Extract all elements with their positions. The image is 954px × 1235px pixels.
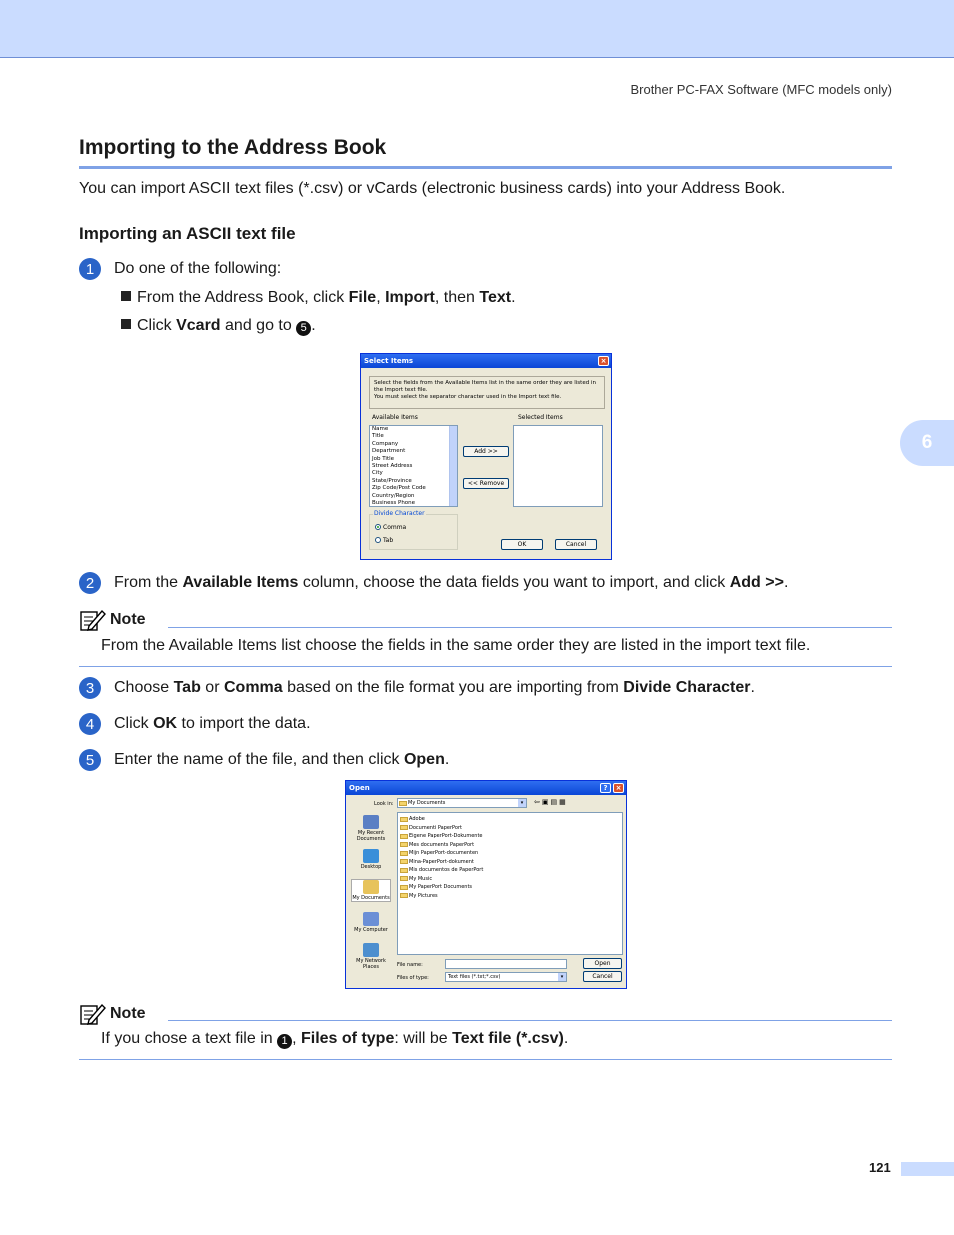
list-item[interactable]: Name: [372, 426, 389, 432]
available-items-label: Available Items: [372, 414, 418, 421]
open-button[interactable]: Open: [583, 958, 622, 969]
bullet-vcard: Click Vcard and go to 5 .: [121, 317, 316, 336]
list-item[interactable]: My PaperPort Documents: [400, 883, 620, 892]
square-bullet-icon: [121, 291, 131, 301]
note-2-heading: Note: [80, 1003, 146, 1025]
note-2-text: If you chose a text file in 1 , Files of type: will be Text file (*.csv).: [101, 1030, 569, 1047]
files-of-type-dropdown[interactable]: Text files (*.txt;*.csv) ▾: [445, 972, 567, 982]
list-item[interactable]: My Music: [400, 875, 620, 884]
place-icon: [363, 943, 379, 957]
divide-character-label: Divide Character: [374, 510, 425, 517]
step-1: [79, 258, 281, 280]
page-number-bar: [901, 1162, 954, 1176]
page-number: 121: [869, 1160, 891, 1175]
divide-character-group: [369, 510, 458, 550]
step-2: [79, 572, 788, 594]
places-item[interactable]: My Network Places: [351, 943, 391, 970]
tab-radio[interactable]: Tab: [375, 537, 393, 544]
file-list[interactable]: [397, 812, 623, 955]
comma-radio[interactable]: Comma: [375, 524, 406, 531]
list-item[interactable]: Eigene PaperPort-Dokumente: [400, 832, 620, 841]
folder-icon: [400, 851, 408, 856]
views-icon[interactable]: ▦: [559, 798, 568, 806]
open-dialog: [345, 780, 627, 989]
places-item[interactable]: My Recent Documents: [351, 815, 391, 842]
folder-icon: [400, 842, 408, 847]
folder-icon: [400, 885, 408, 890]
scrollbar[interactable]: [449, 426, 457, 506]
folder-icon: [400, 893, 408, 898]
chevron-down-icon[interactable]: ▾: [518, 799, 526, 807]
list-item[interactable]: Mina-PaperPort-dokument: [400, 858, 620, 867]
selected-items-list[interactable]: [513, 425, 603, 507]
page-title: Importing to the Address Book: [79, 136, 387, 159]
top-band: [0, 0, 954, 58]
list-item[interactable]: Adobe: [400, 815, 620, 824]
list-item[interactable]: City: [372, 470, 383, 477]
step-ref-badge: 1: [277, 1034, 292, 1049]
step-5: [79, 749, 449, 771]
intro-paragraph: You can import ASCII text files (*.csv) or vCards (electronic business cards) into your Address Book.: [79, 180, 786, 197]
radio-selected-icon: [375, 524, 381, 530]
files-of-type-label: Files of type:: [397, 975, 429, 981]
square-bullet-icon: [121, 319, 131, 329]
remove-button[interactable]: << Remove: [463, 478, 509, 489]
note-1-heading: Note: [80, 609, 146, 631]
ok-button[interactable]: OK: [501, 539, 543, 550]
step-number: 2: [79, 572, 101, 594]
step-text: Click OK to import the data.: [114, 715, 311, 732]
places-bar: [346, 811, 396, 983]
folder-icon: [400, 876, 408, 881]
note-2-bottom-rule: [79, 1059, 892, 1060]
folder-icon: [400, 868, 408, 873]
select-items-dialog: [360, 353, 612, 560]
dialog-title: Select Items: [364, 357, 414, 365]
place-icon: [363, 912, 379, 926]
dialog-titlebar: [346, 781, 626, 795]
close-icon[interactable]: ×: [613, 783, 624, 793]
note-1-text: From the Available Items list choose the fields in the same order they are listed in the import text file.: [101, 637, 811, 654]
radio-icon: [375, 537, 381, 543]
file-name-input[interactable]: [445, 959, 567, 969]
bullet-file-import-text: From the Address Book, click File, Import, then Text.: [121, 289, 516, 307]
file-name-label: File name:: [397, 962, 423, 968]
step-number: 5: [79, 749, 101, 771]
list-item[interactable]: Zip Code/Post Code: [372, 485, 426, 492]
toolbar-icons[interactable]: [534, 798, 568, 806]
back-icon[interactable]: ⇦: [534, 798, 542, 806]
list-item[interactable]: State/Province: [372, 477, 412, 484]
step-number: 4: [79, 713, 101, 735]
places-item[interactable]: Desktop: [351, 849, 391, 870]
list-item[interactable]: Title: [372, 433, 384, 440]
dialog-title: Open: [349, 784, 370, 792]
list-item[interactable]: Country/Region: [372, 492, 415, 499]
step-3: [79, 677, 755, 699]
instructions-box: Select the fields from the Available Items list in the same order they are listed in the Import text file. You must select the separator character used in the Import text file.: [369, 376, 605, 409]
note-pencil-icon: [80, 609, 106, 631]
places-item[interactable]: My Documents: [351, 879, 391, 902]
list-item[interactable]: Business Phone: [372, 500, 416, 507]
help-icon[interactable]: ?: [600, 783, 611, 793]
new-folder-icon[interactable]: ▤: [550, 798, 560, 806]
list-item[interactable]: My Pictures: [400, 892, 620, 901]
selected-items-label: Selected Items: [518, 414, 563, 421]
look-in-label: Look in:: [374, 801, 394, 807]
available-items-list[interactable]: [369, 425, 458, 507]
step-ref-badge: 5: [296, 321, 311, 336]
place-icon: [363, 849, 379, 863]
step-text: From the Available Items column, choose the data fields you want to import, and click Add >>.: [114, 574, 789, 591]
place-icon: [363, 815, 379, 829]
step-text: Do one of the following:: [114, 260, 282, 277]
list-item[interactable]: Job Title: [372, 455, 395, 462]
list-item[interactable]: Mijn PaperPort-documenten: [400, 849, 620, 858]
step-text: Enter the name of the file, and then click Open.: [114, 751, 450, 768]
folder-icon: [400, 834, 408, 839]
note-pencil-icon: [80, 1003, 106, 1025]
place-icon: [363, 880, 379, 894]
look-in-dropdown[interactable]: My Documents ▾: [397, 798, 527, 808]
title-rule: [79, 166, 892, 169]
running-header: Brother PC-FAX Software (MFC models only): [630, 82, 892, 97]
add-button[interactable]: Add >>: [463, 446, 509, 457]
list-item[interactable]: Documenti PaperPort: [400, 824, 620, 833]
chevron-down-icon[interactable]: ▾: [558, 973, 566, 981]
step-number: 1: [79, 258, 101, 280]
up-folder-icon[interactable]: ▣: [541, 798, 551, 806]
folder-icon: [399, 801, 407, 806]
close-icon[interactable]: ×: [598, 356, 609, 366]
folder-icon: [400, 859, 408, 864]
folder-icon: [400, 825, 408, 830]
list-item[interactable]: Department: [372, 448, 406, 455]
step-text: Choose Tab or Comma based on the file format you are importing from Divide Character.: [114, 679, 755, 696]
folder-icon: [400, 817, 408, 822]
section-subtitle: Importing an ASCII text file: [79, 224, 296, 243]
list-item[interactable]: Mis documentos de PaperPort: [400, 866, 620, 875]
places-item[interactable]: My Computer: [351, 912, 391, 933]
dialog-titlebar: [361, 354, 611, 368]
chapter-tab: 6: [900, 420, 954, 466]
list-item[interactable]: Company: [372, 440, 399, 447]
list-item[interactable]: Street Address: [372, 463, 413, 470]
note-2-rule: [168, 1020, 892, 1021]
list-item[interactable]: Mes documents PaperPort: [400, 841, 620, 850]
note-1-bottom-rule: [79, 666, 892, 667]
cancel-button[interactable]: Cancel: [583, 971, 622, 982]
step-number: 3: [79, 677, 101, 699]
step-4: [79, 713, 311, 735]
note-1-rule: [168, 627, 892, 628]
cancel-button[interactable]: Cancel: [555, 539, 597, 550]
